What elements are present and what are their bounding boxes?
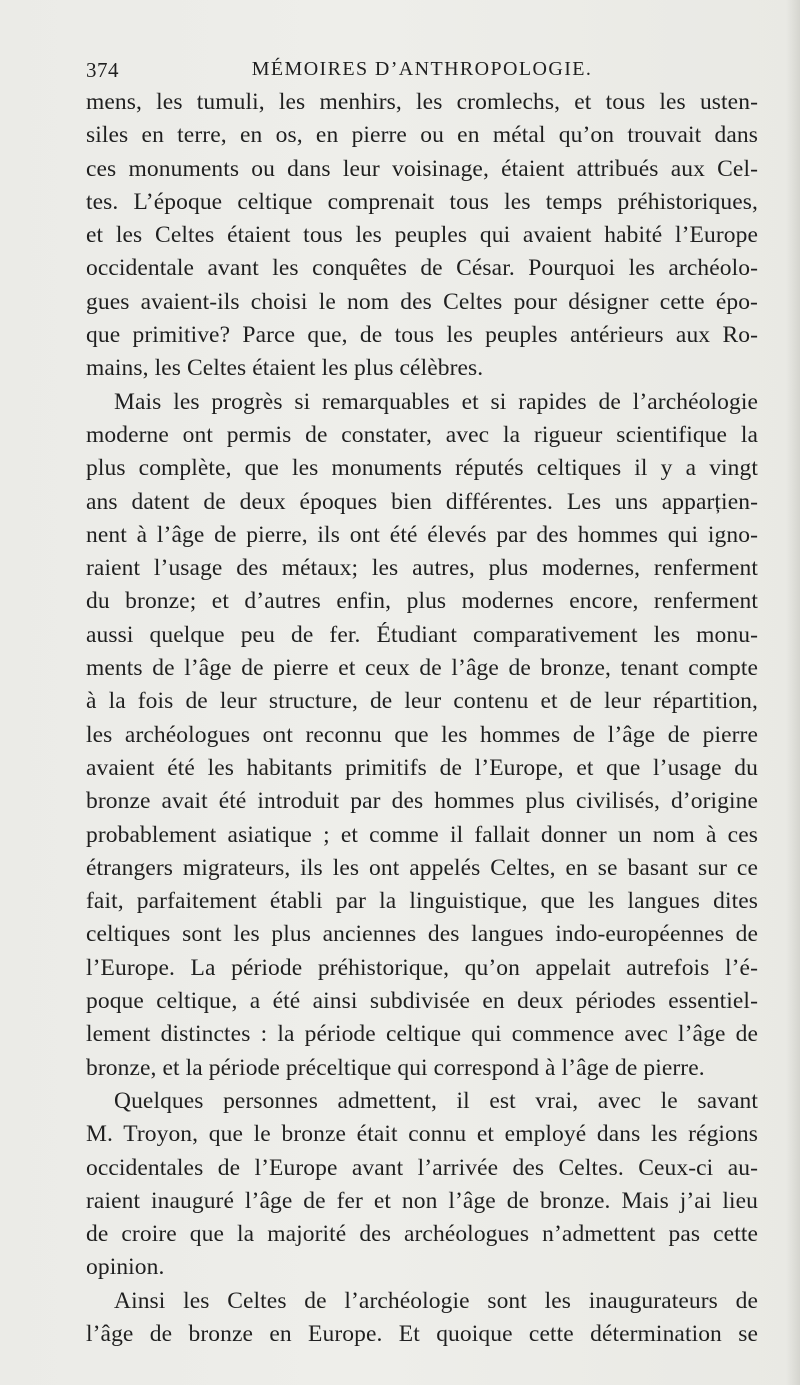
text-line: raient l’usage des métaux; les autres, plus modernes, renferment xyxy=(86,555,758,582)
text-line: que primitive? Parce que, de tous les peuples antérieurs aux Ro- xyxy=(86,322,758,349)
text-line: M. Troyon, que le bronze était connu et employé dans les régions xyxy=(86,1121,758,1148)
paragraph-start-line: Mais les progrès si remarquables et si rapides de l’archéologie xyxy=(114,388,758,415)
text-line: occidentales de l’Europe avant l’arrivée des Celtes. Ceux-ci au- xyxy=(86,1154,758,1181)
text-line: étrangers migrateurs, ils les ont appelés Celtes, en se basant sur ce xyxy=(86,854,758,881)
text-line: avaient été les habitants primitifs de l’Europe, et que l’usage du xyxy=(86,754,758,781)
text-line: à la fois de leur structure, de leur contenu et de leur répartition, xyxy=(86,688,758,715)
text-line: celtiques sont les plus anciennes des langues indo-européennes de xyxy=(86,921,758,948)
text-line: les archéologues ont reconnu que les hommes de l’âge de pierre xyxy=(86,721,758,748)
page-number: 374 xyxy=(86,58,119,82)
text-line: bronze, et la période précеltique qui correspond à l’âge de pierre. xyxy=(86,1054,705,1081)
text-line: de croire que la majorité des archéologues n’admettent pas cette xyxy=(86,1221,758,1248)
text-line: mens, les tumuli, les menhirs, les cromlechs, et tous les usten- xyxy=(86,89,758,115)
text-line: fait, parfaitement établi par la linguistique, que les langues dites xyxy=(86,888,758,915)
paragraph-start-line: Quelques personnes admettent, il est vrai, avec le savant xyxy=(114,1087,758,1114)
text-line: l’âge de bronze en Europe. Et quoique cette détermination se xyxy=(86,1320,758,1347)
body-text xyxy=(86,86,758,1351)
text-line: du bronze; et d’autres enfin, plus modernes encore, renferment xyxy=(86,588,758,615)
text-line: aussi quelque peu de fer. Étudiant comparativement les monu- xyxy=(86,621,758,648)
text-line: occidentale avant les conquêtes de César. Pourquoi les archéolo- xyxy=(86,255,758,282)
page-edge-shadow xyxy=(786,0,800,1385)
text-line: raient inauguré l’âge de fer et non l’âge de bronze. Mais j’ai lieu xyxy=(86,1187,758,1214)
text-line: moderne ont permis de constater, avec la rigueur scientifique la xyxy=(86,421,758,448)
text-line: nent à l’âge de pierre, ils ont été élevés par des hommes qui igno- xyxy=(86,521,758,548)
text-line: mains, les Celtes étaient les plus célèbres. xyxy=(86,355,484,382)
text-line: probablement asiatique ; et comme il fallait donner un nom à ces xyxy=(86,821,758,848)
text-line: siles en terre, en os, en pierre ou en métal qu’on trouvait dans xyxy=(86,122,758,149)
text-line: bronze avait été introduit par des hommes plus civilisés, d’origine xyxy=(86,788,758,815)
text-line: ces monuments ou dans leur voisinage, étaient attribués aux Cel- xyxy=(86,155,758,182)
text-line: l’Europe. La période préhistorique, qu’on appelait autrefois l’é- xyxy=(86,954,758,981)
text-line: tes. L’époque celtique comprenait tous les temps préhistoriques, xyxy=(86,188,758,215)
text-line: gues avaient-ils choisi le nom des Celtes pour désigner cette épo- xyxy=(86,288,758,315)
running-head xyxy=(86,58,758,84)
text-line: opinion. xyxy=(86,1254,165,1281)
text-line: et les Celtes étaient tous les peuples qui avaient habité l’Europe xyxy=(86,222,758,249)
text-line: plus complète, que les monuments réputés celtiques il y a vingt xyxy=(86,455,758,482)
paragraph-start-line: Ainsi les Celtes de l’archéologie sont les inaugurateurs de xyxy=(114,1287,758,1314)
text-line: ans datent de deux époques bien différentes. Les uns apparțien- xyxy=(86,488,758,515)
running-title: MÉMOIRES D’ANTHROPOLOGIE. xyxy=(251,58,593,80)
text-line: ments de l’âge de pierre et ceux de l’âge de bronze, tenant compte xyxy=(86,655,758,682)
text-line: lement distinctes : la période celtique qui commence avec l’âge de xyxy=(86,1021,758,1048)
text-line: poque celtique, a été ainsi subdivisée en deux périodes essentiel- xyxy=(86,988,758,1015)
